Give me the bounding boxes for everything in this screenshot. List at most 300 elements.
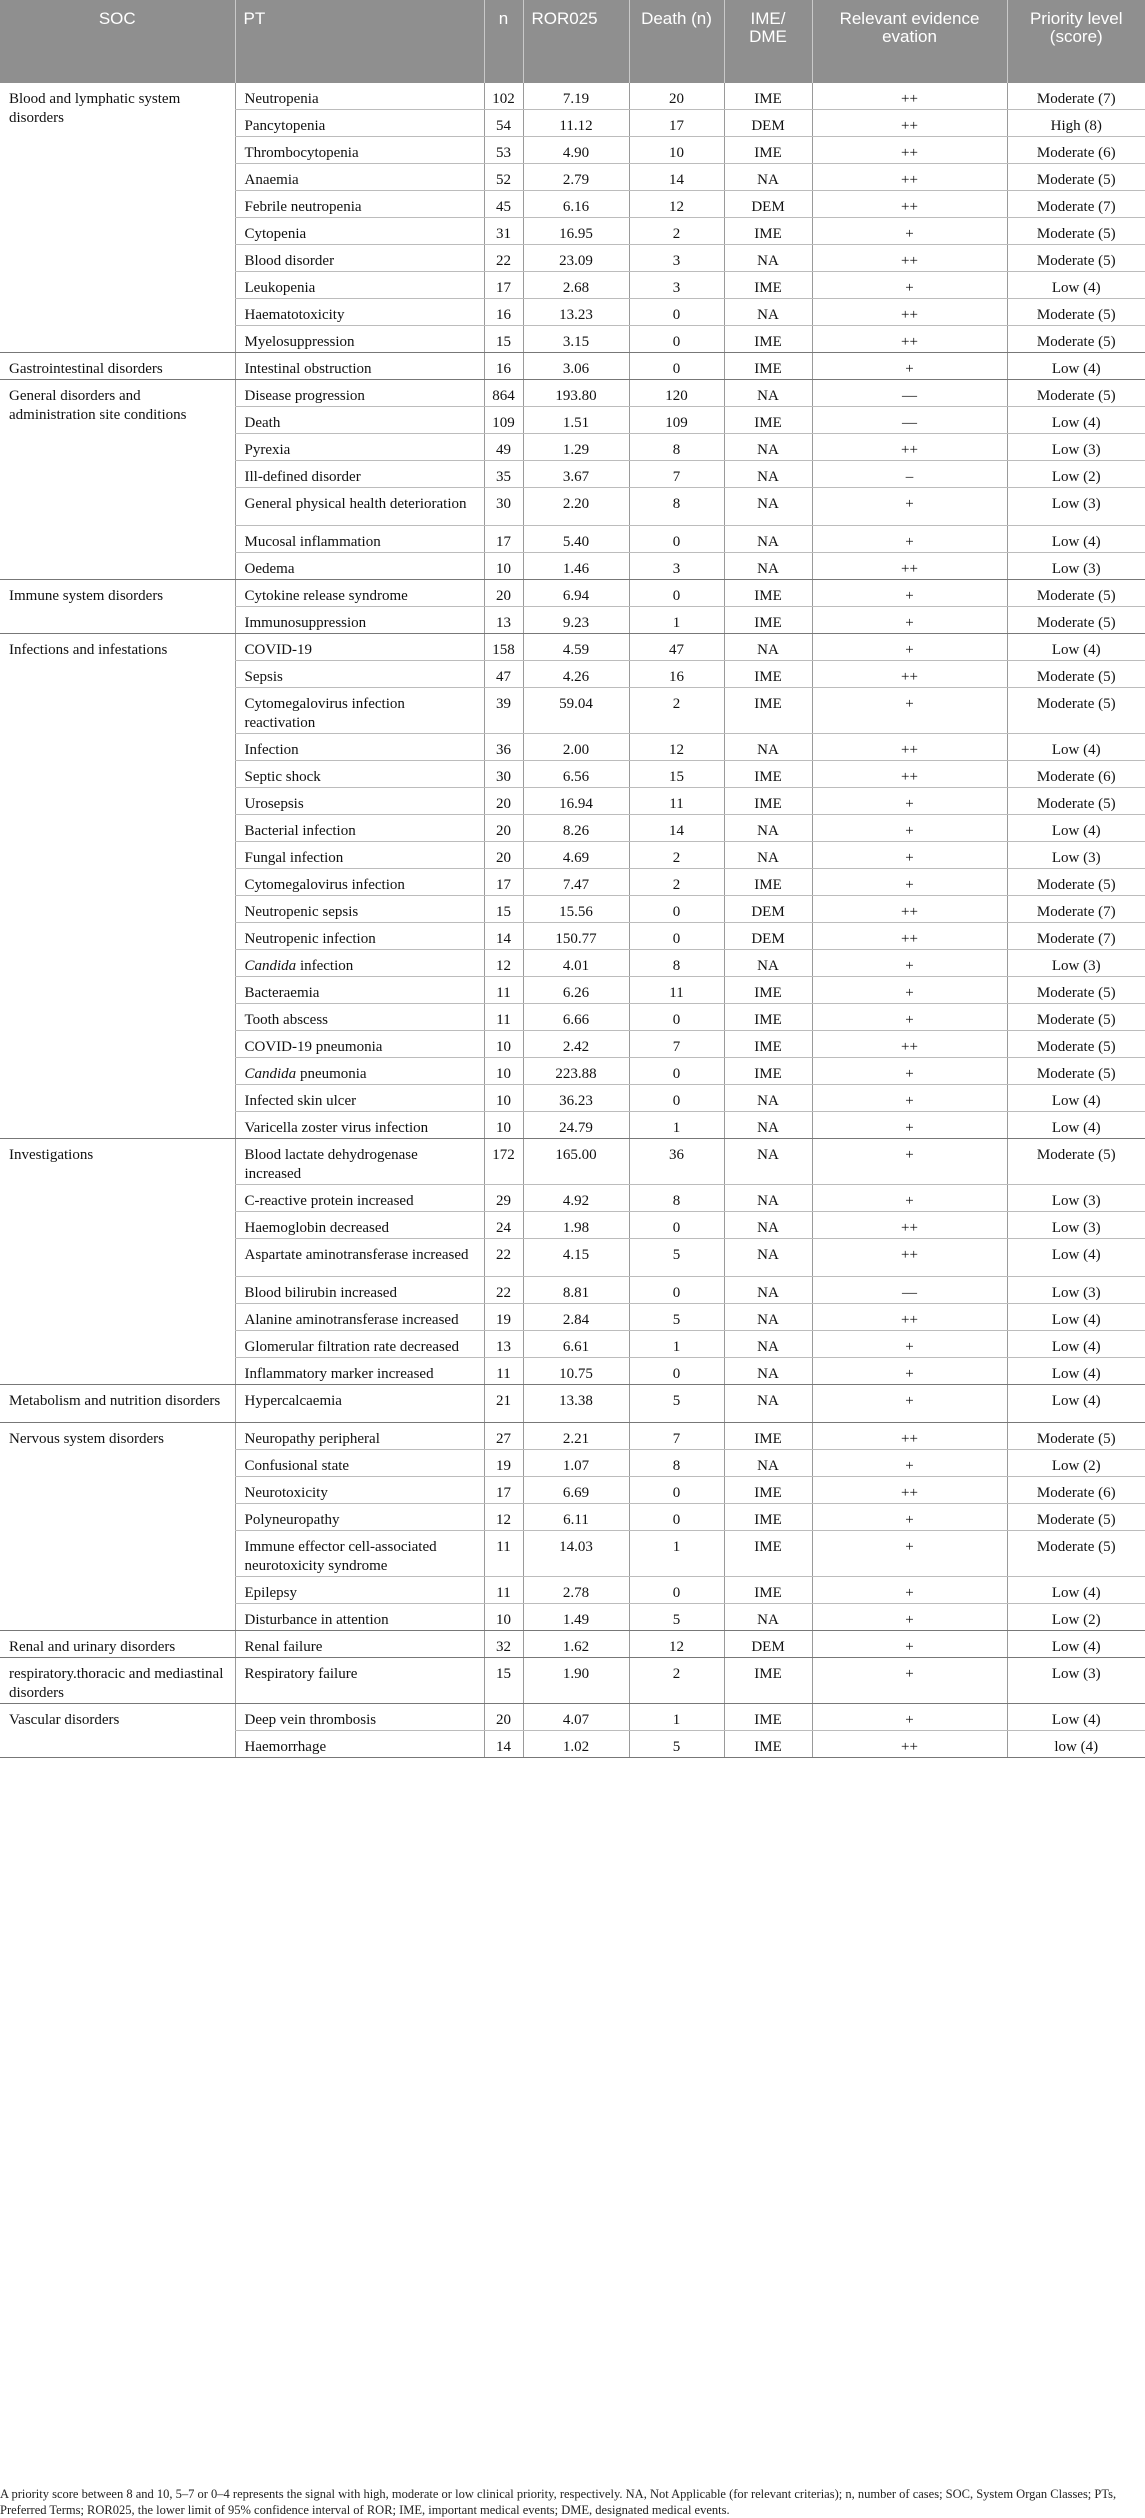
death-cell: 0 — [629, 1085, 724, 1112]
priority-cell: Low (4) — [1007, 272, 1145, 299]
evidence-cell: + — [812, 950, 1007, 977]
ror025-cell: 6.11 — [523, 1504, 629, 1531]
ror025-cell: 14.03 — [523, 1531, 629, 1577]
ror025-cell: 2.79 — [523, 164, 629, 191]
n-cell: 102 — [484, 83, 523, 110]
pt-cell: Disturbance in attention — [235, 1604, 484, 1631]
ime-dme-cell: NA — [724, 842, 812, 869]
priority-cell: Moderate (5) — [1007, 245, 1145, 272]
ime-dme-cell: IME — [724, 1704, 812, 1731]
pt-cell: Cytopenia — [235, 218, 484, 245]
priority-cell: Moderate (5) — [1007, 380, 1145, 407]
priority-cell: Moderate (5) — [1007, 607, 1145, 634]
table-row — [0, 1385, 1145, 1423]
n-cell: 109 — [484, 407, 523, 434]
ime-dme-cell: NA — [724, 1112, 812, 1139]
death-cell: 3 — [629, 245, 724, 272]
evidence-cell: + — [812, 688, 1007, 734]
death-cell: 5 — [629, 1385, 724, 1423]
n-cell: 10 — [484, 553, 523, 580]
priority-cell: Moderate (5) — [1007, 164, 1145, 191]
ror025-cell: 4.15 — [523, 1239, 629, 1277]
priority-cell: Low (4) — [1007, 1704, 1145, 1731]
pt-cell: Confusional state — [235, 1450, 484, 1477]
evidence-cell: ++ — [812, 83, 1007, 110]
priority-cell: Moderate (7) — [1007, 923, 1145, 950]
death-cell: 8 — [629, 950, 724, 977]
priority-cell: Moderate (6) — [1007, 1477, 1145, 1504]
ror025-cell: 1.07 — [523, 1450, 629, 1477]
death-cell: 0 — [629, 923, 724, 950]
ime-dme-cell: IME — [724, 580, 812, 607]
evidence-cell: + — [812, 1658, 1007, 1704]
death-cell: 0 — [629, 1358, 724, 1385]
pt-cell: Blood disorder — [235, 245, 484, 272]
priority-cell: Moderate (5) — [1007, 1139, 1145, 1185]
pt-cell: Pancytopenia — [235, 110, 484, 137]
priority-cell: Low (4) — [1007, 815, 1145, 842]
pt-cell: Ill-defined disorder — [235, 461, 484, 488]
evidence-cell: + — [812, 1631, 1007, 1658]
evidence-cell: + — [812, 634, 1007, 661]
soc-cell: Renal and urinary disorders — [0, 1631, 235, 1658]
n-cell: 54 — [484, 110, 523, 137]
death-cell: 0 — [629, 580, 724, 607]
evidence-cell: + — [812, 1004, 1007, 1031]
evidence-cell: ++ — [812, 1031, 1007, 1058]
soc-cell: Investigations — [0, 1139, 235, 1385]
evidence-cell: + — [812, 488, 1007, 526]
pt-cell: Sepsis — [235, 661, 484, 688]
header-ror025: ROR025 — [523, 0, 629, 83]
ror025-cell: 2.21 — [523, 1423, 629, 1450]
ime-dme-cell: DEM — [724, 923, 812, 950]
ime-dme-cell: IME — [724, 607, 812, 634]
priority-cell: Moderate (7) — [1007, 191, 1145, 218]
death-cell: 7 — [629, 461, 724, 488]
evidence-cell: — — [812, 1277, 1007, 1304]
priority-cell: Low (4) — [1007, 353, 1145, 380]
ror025-cell: 1.49 — [523, 1604, 629, 1631]
evidence-cell: + — [812, 977, 1007, 1004]
evidence-cell: ++ — [812, 245, 1007, 272]
pt-cell: Myelosuppression — [235, 326, 484, 353]
n-cell: 49 — [484, 434, 523, 461]
priority-cell: Low (2) — [1007, 461, 1145, 488]
priority-cell: Moderate (5) — [1007, 1504, 1145, 1531]
pt-cell: Neutropenic infection — [235, 923, 484, 950]
ime-dme-cell: NA — [724, 461, 812, 488]
pt-cell: Epilepsy — [235, 1577, 484, 1604]
evidence-cell: ++ — [812, 1212, 1007, 1239]
n-cell: 53 — [484, 137, 523, 164]
header-row — [0, 0, 1145, 83]
n-cell: 10 — [484, 1085, 523, 1112]
ime-dme-cell: NA — [724, 164, 812, 191]
priority-cell: Low (4) — [1007, 634, 1145, 661]
evidence-cell: — — [812, 380, 1007, 407]
death-cell: 7 — [629, 1423, 724, 1450]
ror025-cell: 15.56 — [523, 896, 629, 923]
table-body — [0, 83, 1145, 1758]
n-cell: 10 — [484, 1058, 523, 1085]
table-row — [0, 1423, 1145, 1450]
death-cell: 0 — [629, 1477, 724, 1504]
ror025-cell: 23.09 — [523, 245, 629, 272]
ror025-cell: 2.78 — [523, 1577, 629, 1604]
ime-dme-cell: NA — [724, 1185, 812, 1212]
priority-cell: Moderate (5) — [1007, 580, 1145, 607]
death-cell: 10 — [629, 137, 724, 164]
n-cell: 27 — [484, 1423, 523, 1450]
evidence-cell: + — [812, 1185, 1007, 1212]
death-cell: 1 — [629, 1112, 724, 1139]
table-row — [0, 580, 1145, 607]
pt-cell: Death — [235, 407, 484, 434]
n-cell: 31 — [484, 218, 523, 245]
n-cell: 20 — [484, 788, 523, 815]
pt-cell: Neutropenic sepsis — [235, 896, 484, 923]
evidence-cell: + — [812, 1331, 1007, 1358]
evidence-cell: ++ — [812, 1477, 1007, 1504]
n-cell: 12 — [484, 1504, 523, 1531]
ime-dme-cell: IME — [724, 1031, 812, 1058]
evidence-cell: ++ — [812, 110, 1007, 137]
evidence-cell: + — [812, 1704, 1007, 1731]
evidence-cell: + — [812, 1385, 1007, 1423]
n-cell: 19 — [484, 1304, 523, 1331]
ime-dme-cell: NA — [724, 245, 812, 272]
evidence-cell: + — [812, 1504, 1007, 1531]
death-cell: 7 — [629, 1031, 724, 1058]
evidence-cell: + — [812, 1450, 1007, 1477]
n-cell: 21 — [484, 1385, 523, 1423]
ror025-cell: 1.46 — [523, 553, 629, 580]
pt-cell: Renal failure — [235, 1631, 484, 1658]
n-cell: 17 — [484, 526, 523, 553]
n-cell: 14 — [484, 1731, 523, 1758]
priority-cell: Moderate (7) — [1007, 896, 1145, 923]
ror025-cell: 1.02 — [523, 1731, 629, 1758]
death-cell: 0 — [629, 1058, 724, 1085]
ror025-cell: 6.16 — [523, 191, 629, 218]
ror025-cell: 4.69 — [523, 842, 629, 869]
ime-dme-cell: NA — [724, 815, 812, 842]
evidence-cell: – — [812, 461, 1007, 488]
death-cell: 14 — [629, 815, 724, 842]
priority-cell: Low (2) — [1007, 1604, 1145, 1631]
ror025-cell: 11.12 — [523, 110, 629, 137]
pt-cell: Bacterial infection — [235, 815, 484, 842]
priority-cell: Moderate (6) — [1007, 761, 1145, 788]
ime-dme-cell: NA — [724, 1212, 812, 1239]
table-row — [0, 1704, 1145, 1731]
n-cell: 30 — [484, 488, 523, 526]
ror025-cell: 193.80 — [523, 380, 629, 407]
pt-cell: C-reactive protein increased — [235, 1185, 484, 1212]
n-cell: 20 — [484, 842, 523, 869]
ror025-cell: 3.06 — [523, 353, 629, 380]
priority-cell: Moderate (5) — [1007, 869, 1145, 896]
pt-cell: Haemorrhage — [235, 1731, 484, 1758]
ror025-cell: 36.23 — [523, 1085, 629, 1112]
pt-cell: Intestinal obstruction — [235, 353, 484, 380]
table-row — [0, 1631, 1145, 1658]
n-cell: 14 — [484, 923, 523, 950]
ime-dme-cell: DEM — [724, 896, 812, 923]
evidence-cell: ++ — [812, 661, 1007, 688]
n-cell: 864 — [484, 380, 523, 407]
ror025-cell: 223.88 — [523, 1058, 629, 1085]
death-cell: 5 — [629, 1604, 724, 1631]
table-row — [0, 1139, 1145, 1185]
pt-genus: Candida — [244, 958, 297, 974]
death-cell: 2 — [629, 218, 724, 245]
death-cell: 16 — [629, 661, 724, 688]
priority-cell: Moderate (5) — [1007, 1531, 1145, 1577]
ime-dme-cell: IME — [724, 1423, 812, 1450]
ime-dme-cell: NA — [724, 434, 812, 461]
pt-cell: COVID-19 — [235, 634, 484, 661]
soc-cell: Metabolism and nutrition disorders — [0, 1385, 235, 1423]
evidence-cell: + — [812, 218, 1007, 245]
death-cell: 12 — [629, 1631, 724, 1658]
ror025-cell: 1.90 — [523, 1658, 629, 1704]
priority-cell: Low (4) — [1007, 1331, 1145, 1358]
death-cell: 120 — [629, 380, 724, 407]
ror025-cell: 7.47 — [523, 869, 629, 896]
pt-genus: Candida — [244, 1066, 297, 1082]
n-cell: 52 — [484, 164, 523, 191]
pt-cell: Inflammatory marker increased — [235, 1358, 484, 1385]
ror025-cell: 6.56 — [523, 761, 629, 788]
death-cell: 2 — [629, 688, 724, 734]
n-cell: 32 — [484, 1631, 523, 1658]
n-cell: 11 — [484, 1531, 523, 1577]
death-cell: 109 — [629, 407, 724, 434]
ime-dme-cell: NA — [724, 734, 812, 761]
ime-dme-cell: NA — [724, 553, 812, 580]
n-cell: 11 — [484, 1004, 523, 1031]
ime-dme-cell: IME — [724, 1504, 812, 1531]
ror025-cell: 6.69 — [523, 1477, 629, 1504]
ror025-cell: 4.92 — [523, 1185, 629, 1212]
death-cell: 0 — [629, 1504, 724, 1531]
death-cell: 0 — [629, 1212, 724, 1239]
death-cell: 0 — [629, 1577, 724, 1604]
n-cell: 10 — [484, 1031, 523, 1058]
death-cell: 8 — [629, 1450, 724, 1477]
priority-cell: Moderate (5) — [1007, 299, 1145, 326]
evidence-cell: + — [812, 580, 1007, 607]
death-cell: 36 — [629, 1139, 724, 1185]
pt-cell: Neuropathy peripheral — [235, 1423, 484, 1450]
pt-cell: Haematotoxicity — [235, 299, 484, 326]
priority-cell: Low (3) — [1007, 488, 1145, 526]
pt-cell: Haemoglobin decreased — [235, 1212, 484, 1239]
n-cell: 20 — [484, 580, 523, 607]
pt-cell: Alanine aminotransferase increased — [235, 1304, 484, 1331]
n-cell: 45 — [484, 191, 523, 218]
ime-dme-cell: NA — [724, 1239, 812, 1277]
evidence-cell: + — [812, 1604, 1007, 1631]
priority-cell: Moderate (5) — [1007, 326, 1145, 353]
ror025-cell: 2.68 — [523, 272, 629, 299]
pt-cell: Disease progression — [235, 380, 484, 407]
death-cell: 20 — [629, 83, 724, 110]
priority-cell: Low (4) — [1007, 1385, 1145, 1423]
n-cell: 10 — [484, 1112, 523, 1139]
header-soc: SOC — [0, 0, 235, 83]
evidence-cell: ++ — [812, 553, 1007, 580]
pt-cell: Blood lactate dehydrogenase increased — [235, 1139, 484, 1185]
death-cell: 0 — [629, 299, 724, 326]
ime-dme-cell: NA — [724, 634, 812, 661]
n-cell: 30 — [484, 761, 523, 788]
ror025-cell: 2.00 — [523, 734, 629, 761]
death-cell: 15 — [629, 761, 724, 788]
death-cell: 0 — [629, 896, 724, 923]
evidence-cell: ++ — [812, 1731, 1007, 1758]
priority-cell: Low (4) — [1007, 1631, 1145, 1658]
evidence-cell: + — [812, 1112, 1007, 1139]
ime-dme-cell: IME — [724, 977, 812, 1004]
evidence-cell: ++ — [812, 1239, 1007, 1277]
pt-cell: Respiratory failure — [235, 1658, 484, 1704]
soc-cell: Nervous system disorders — [0, 1423, 235, 1631]
ime-dme-cell: NA — [724, 1358, 812, 1385]
ror025-cell: 24.79 — [523, 1112, 629, 1139]
death-cell: 14 — [629, 164, 724, 191]
ime-dme-cell: IME — [724, 661, 812, 688]
death-cell: 17 — [629, 110, 724, 137]
evidence-cell: ++ — [812, 299, 1007, 326]
ime-dme-cell: IME — [724, 1731, 812, 1758]
death-cell: 11 — [629, 788, 724, 815]
pt-rest: pneumonia — [296, 1066, 367, 1082]
ime-dme-cell: DEM — [724, 191, 812, 218]
evidence-cell: + — [812, 1085, 1007, 1112]
n-cell: 22 — [484, 1239, 523, 1277]
evidence-cell: + — [812, 842, 1007, 869]
n-cell: 15 — [484, 1658, 523, 1704]
header-pt: PT — [235, 0, 484, 83]
header-priority: Priority level (score) — [1007, 0, 1145, 83]
evidence-cell: ++ — [812, 326, 1007, 353]
n-cell: 22 — [484, 1277, 523, 1304]
header-n: n — [484, 0, 523, 83]
death-cell: 1 — [629, 607, 724, 634]
evidence-cell: + — [812, 1358, 1007, 1385]
pt-cell: Immunosuppression — [235, 607, 484, 634]
evidence-cell: + — [812, 1058, 1007, 1085]
priority-cell: Moderate (5) — [1007, 661, 1145, 688]
priority-cell: Low (4) — [1007, 526, 1145, 553]
ime-dme-cell: IME — [724, 353, 812, 380]
death-cell: 0 — [629, 326, 724, 353]
ime-dme-cell: NA — [724, 1604, 812, 1631]
table-row — [0, 353, 1145, 380]
death-cell: 2 — [629, 842, 724, 869]
soc-cell: Blood and lymphatic system disorders — [0, 83, 235, 353]
priority-cell: Low (3) — [1007, 842, 1145, 869]
ime-dme-cell: IME — [724, 218, 812, 245]
ime-dme-cell: IME — [724, 1477, 812, 1504]
pt-rest: infection — [296, 958, 354, 974]
n-cell: 158 — [484, 634, 523, 661]
ror025-cell: 2.84 — [523, 1304, 629, 1331]
priority-cell: Low (3) — [1007, 1658, 1145, 1704]
n-cell: 35 — [484, 461, 523, 488]
evidence-cell: + — [812, 1577, 1007, 1604]
death-cell: 8 — [629, 1185, 724, 1212]
pt-cell: Oedema — [235, 553, 484, 580]
table-footnote: A priority score between 8 and 10, 5–7 or 0–4 represents the signal with high, moderate or low clinical priority, respectively. NA, Not Applicable (for relevant criterias); n, number of cases; SOC, System Organ Classes; PTs, Preferred Terms; ROR025, the lower limit of 95% confidence interval of ROR; IME, important medical events; DME, designated medical events. — [0, 2487, 1117, 2517]
ror025-cell: 6.66 — [523, 1004, 629, 1031]
n-cell: 15 — [484, 896, 523, 923]
priority-cell: Low (3) — [1007, 1185, 1145, 1212]
header-evidence: Relevant evidence evation — [812, 0, 1007, 83]
pt-cell: Febrile neutropenia — [235, 191, 484, 218]
soc-cell: respiratory.thoracic and mediastinal disorders — [0, 1658, 235, 1704]
evidence-cell: + — [812, 815, 1007, 842]
ime-dme-cell: DEM — [724, 110, 812, 137]
n-cell: 13 — [484, 1331, 523, 1358]
evidence-cell: + — [812, 526, 1007, 553]
priority-cell: Low (4) — [1007, 1304, 1145, 1331]
ror025-cell: 1.62 — [523, 1631, 629, 1658]
priority-cell: Moderate (5) — [1007, 1004, 1145, 1031]
evidence-cell: ++ — [812, 896, 1007, 923]
ror025-cell: 2.42 — [523, 1031, 629, 1058]
ror025-cell: 3.67 — [523, 461, 629, 488]
death-cell: 0 — [629, 1277, 724, 1304]
n-cell: 36 — [484, 734, 523, 761]
pt-cell: Deep vein thrombosis — [235, 1704, 484, 1731]
pt-cell: General physical health deterioration — [235, 488, 484, 526]
ime-dme-cell: NA — [724, 488, 812, 526]
soc-cell: Immune system disorders — [0, 580, 235, 634]
ime-dme-cell: NA — [724, 526, 812, 553]
pt-cell: Blood bilirubin increased — [235, 1277, 484, 1304]
priority-cell: low (4) — [1007, 1731, 1145, 1758]
ime-dme-cell: NA — [724, 1139, 812, 1185]
ime-dme-cell: IME — [724, 272, 812, 299]
ror025-cell: 165.00 — [523, 1139, 629, 1185]
evidence-cell: ++ — [812, 1304, 1007, 1331]
ime-dme-cell: NA — [724, 1385, 812, 1423]
ror025-cell: 4.01 — [523, 950, 629, 977]
priority-cell: Low (4) — [1007, 1239, 1145, 1277]
header-ime-dme: IME/ DME — [724, 0, 812, 83]
n-cell: 20 — [484, 1704, 523, 1731]
ror025-cell: 1.51 — [523, 407, 629, 434]
n-cell: 24 — [484, 1212, 523, 1239]
priority-cell: Moderate (5) — [1007, 1058, 1145, 1085]
ime-dme-cell: NA — [724, 1450, 812, 1477]
pt-cell: Immune effector cell-associated neurotoxicity syndrome — [235, 1531, 484, 1577]
death-cell: 3 — [629, 272, 724, 299]
ror025-cell: 13.23 — [523, 299, 629, 326]
n-cell: 17 — [484, 1477, 523, 1504]
death-cell: 1 — [629, 1704, 724, 1731]
evidence-cell: ++ — [812, 191, 1007, 218]
n-cell: 29 — [484, 1185, 523, 1212]
evidence-cell: + — [812, 788, 1007, 815]
evidence-cell: ++ — [812, 761, 1007, 788]
pt-cell — [235, 950, 484, 977]
table-row — [0, 83, 1145, 110]
